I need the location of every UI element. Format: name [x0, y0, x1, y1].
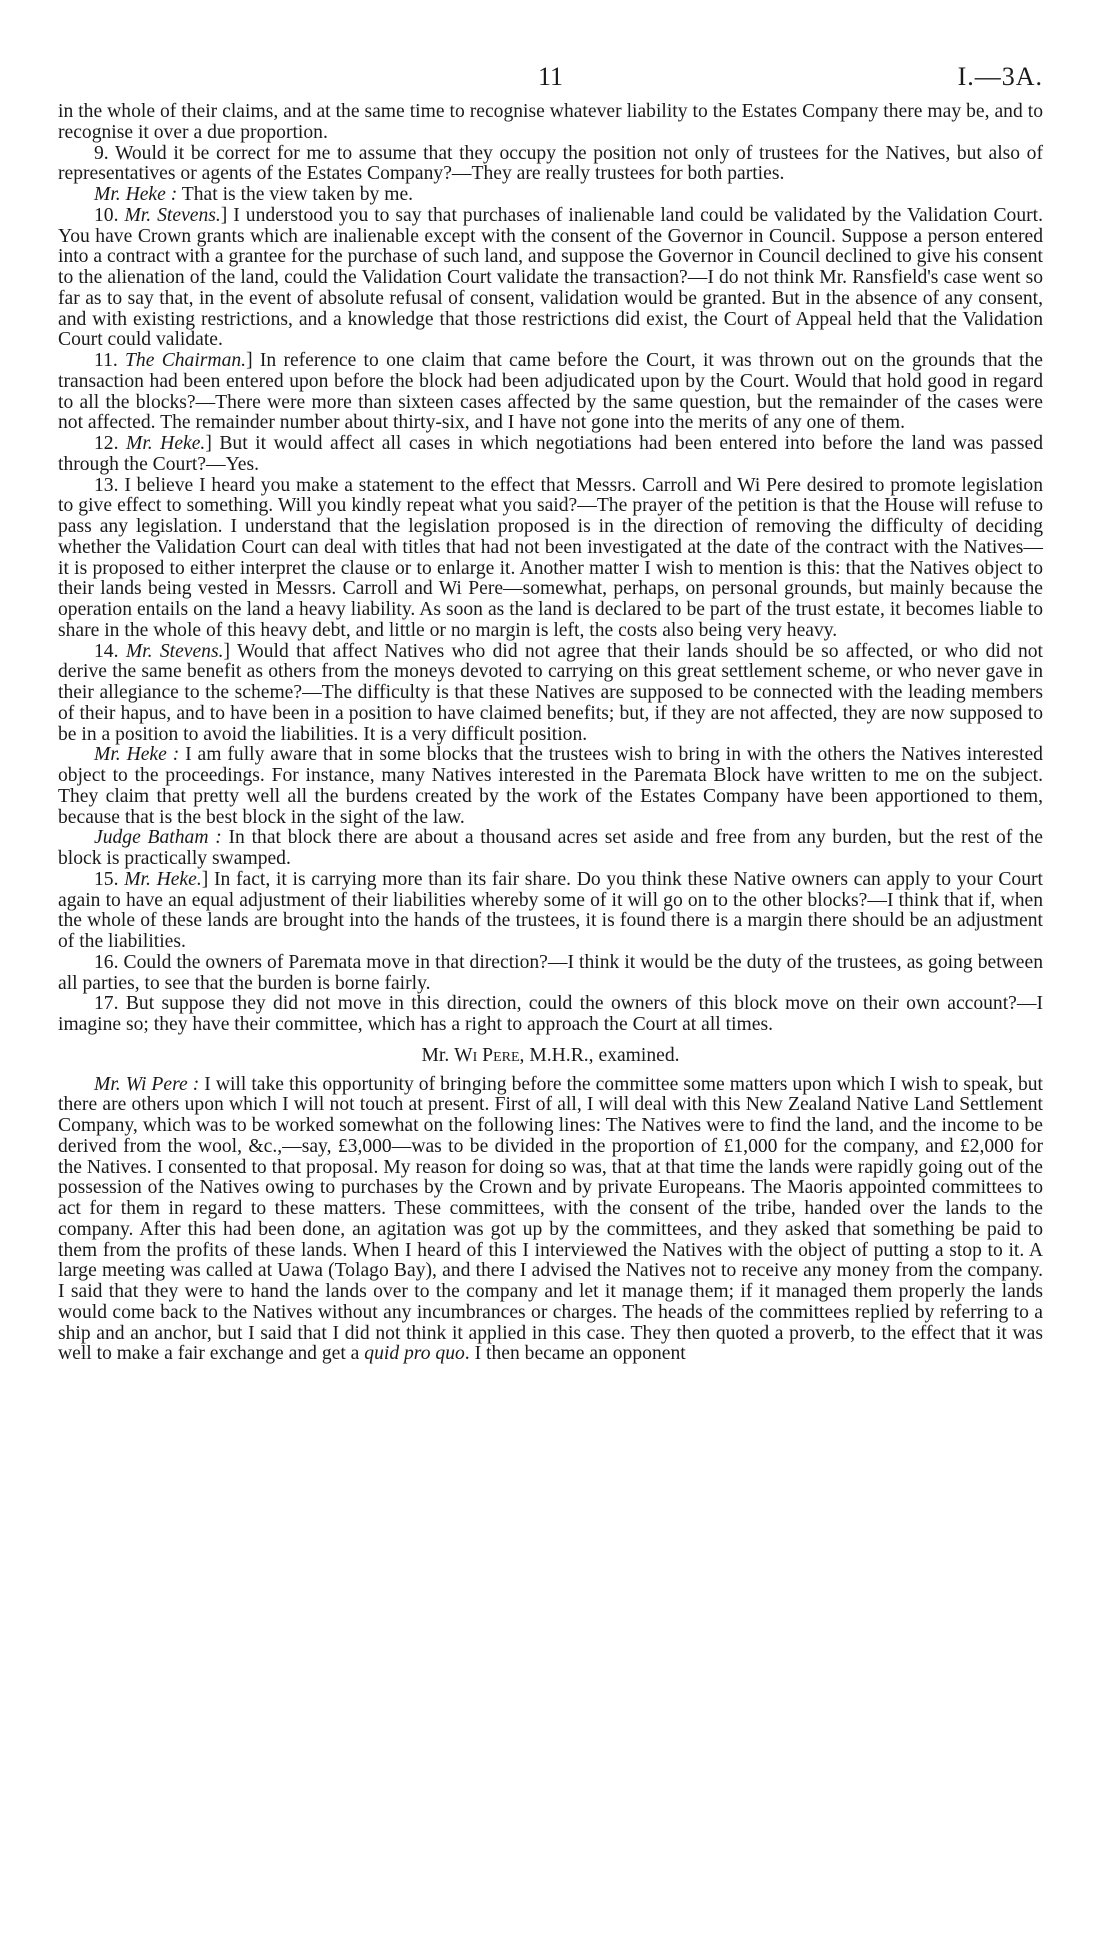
section-heading: Mr. Wi Pere, M.H.R., examined.	[421, 1044, 680, 1066]
page-number: 11	[537, 62, 564, 91]
paragraph: Mr. Wi Pere : I will take this opportunity of bringing before the committee some matters upon which I wish to speak, but there are others upon which I will not touch at present. First of all, I will deal with this New Zealand Native Land Settlement Company, which was to be worked somewhat on the following lines: The Natives were to find the land, and the income to be derived from the wool, &c.,—say, £3,000—was to be divided in the proportion of £1,000 for the company, and £2,000 for the Natives. I consented to that proposal. My reason for doing so was, that at that time the lands were rapidly going out of the possession of the Natives owing to purchases by the Crown and by private Europeans. The Maoris appointed committees to act for them in regard to these matters. These committees, with the consent of the tribe, handed over the lands to the company. After this had been done, an agitation was got up by the committees, and they asked that something be paid to them from the profits of these lands. When I heard of this I interviewed the Natives with the object of putting a stop to it. A large meeting was called at Uawa (Tolago Bay), and there I advised the Natives not to receive any money from the company. I said that they were to hand the lands over to the company and let it manage them; if it managed them properly the lands would come back to the Natives without any incumbrances or charges. The heads of the committees replied by referring to a ship and an anchor, but I said that I did not think it applied in this case. They then quoted a proverb, to the effect that it was well to make a fair exchange and get a quid pro quo. I then became an opponent	[58, 1073, 1043, 1365]
speaker-name: The Chairman.	[125, 350, 247, 371]
document-reference: I.—3A.	[957, 62, 1043, 91]
paragraph: in the whole of their claims, and at the same time to recognise whatever liability to the Estates Company there may be, and to recognise it over a due proportion.	[58, 101, 1043, 143]
paragraph: Mr. Heke : That is the view taken by me.	[94, 184, 414, 205]
speaker-name: Mr. Heke :	[94, 744, 180, 766]
paragraph: 17. But suppose they did not move in this direction, could the owners of this block move on their own account?—I imagine so; they have their committee, which has a right to approach the Court at all times.	[58, 993, 1043, 1035]
speaker-name: Mr. Heke.	[126, 433, 206, 454]
paragraph: 13. I believe I heard you make a statement to the effect that Messrs. Carroll and Wi Pere desired to promote legislation to give effect to something. Will you kindly repeat what you said?—The prayer of the petition is that the House will refuse to pass any legislation. I understand that the legislation proposed is in the direction of removing the difficulty of deciding whether the Validation Court can deal with titles that had not been investigated at the date of the contract with the Natives—it is proposed to either interpret the clause or to enlarge it. Another matter I wish to mention is this: that the Natives object to their lands being vested in Messrs. Carroll and Wi Pere—somewhat, perhaps, on personal grounds, but mainly because the operation entails on the land a heavy liability. As soon as the land is declared to be part of the trust estate, it becomes liable to share in the whole of this heavy debt, and little or no margin is left, the costs also being very heavy.	[58, 474, 1043, 641]
paragraph: Judge Batham : In that block there are about a thousand acres set aside and free from any burden, but the rest of the block is practically swamped.	[58, 827, 1043, 869]
page-header	[58, 62, 1043, 102]
speaker-name: Mr. Stevens.	[125, 640, 224, 662]
paragraph: 12. Mr. Heke.] But it would affect all cases in which negotiations had been entered into before the land was passed through the Court?—Yes.	[58, 433, 1044, 475]
paragraph: 16. Could the owners of Paremata move in that direction?—I think it would be the duty of the trustees, as going between all parties, to see that the burden is borne fairly.	[58, 951, 1043, 994]
speaker-name: Mr. Heke :	[94, 184, 178, 205]
paragraph: 14. Mr. Stevens.] Would that affect Natives who did not agree that their lands should be so affected, or who did not derive the same benefit as others from the moneys devoted to carrying on this great settlement scheme, or who never gave in their allegiance to the scheme?—The difficulty is that these Natives are supposed to be connected with the leading members of their hapus, and to have been in a position to have claimed benefits; but, if they are not affected, they are now supposed to be in a position to avoid the liabilities. It is a very difficult position.	[58, 640, 1043, 745]
latin-phrase: quid pro quo	[364, 1343, 465, 1365]
speaker-name: Judge Batham :	[94, 827, 222, 849]
speaker-name: Mr. Wi Pere :	[94, 1073, 200, 1095]
paragraph: 11. The Chairman.] In reference to one claim that came before the Court, it was thrown out on the grounds that the transaction had been entered upon before the block had been adjudicated upon by the Court. Would that hold good in regard to all the blocks?—There were more than sixteen cases affected by the same question, but the remainder of the cases were not affected. The remainder number about thirty-six, and I have not gone into the merits of any one of them.	[58, 350, 1043, 434]
speaker-name: Mr. Stevens.	[124, 204, 221, 226]
paragraph: 15. Mr. Heke.] In fact, it is carrying more than its fair share. Do you think these Native owners can apply to your Court again to have an equal adjustment of their liabilities whereby some of it will go on to the other blocks?—I think that if, when the whole of these lands are brought into the hands of the trustees, it is found there is a margin there should be an adjustment of the liabilities.	[58, 868, 1043, 952]
paragraph: 9. Would it be correct for me to assume that they occupy the position not only of trustees for the Natives, but also of representatives or agents of the Estates Company?—They are really trustees for both parties.	[58, 142, 1043, 185]
body-text	[58, 102, 1043, 1365]
speaker-name: Mr. Heke.	[124, 868, 202, 890]
paragraph: 10. Mr. Stevens.] I understood you to say that purchases of inalienable land could be validated by the Validation Court. You have Crown grants which are inalienable except with the consent of the Governor in Council. Suppose a person entered into a contract with a grantee for the purchase of such land, and suppose the Governor in Council declined to give his consent to the alienation of the land, could the Validation Court validate the transaction?—I do not think Mr. Ransfield's case went so far as to say that, in the event of absolute refusal of consent, validation would be granted. But in the absence of any consent, and with existing restrictions, and a knowledge that those restrictions did exist, the Court of Appeal held that the Validation Court could validate.	[58, 204, 1044, 351]
paragraph: Mr. Heke : I am fully aware that in some blocks that the trustees wish to bring in with the others the Natives interested object to the proceedings. For instance, many Natives interested in the Paremata Block have written to me on the subject. They claim that pretty well all the burdens created by the work of the Estates Company have been apportioned to them, because that is the best block in the sight of the law.	[58, 744, 1043, 828]
